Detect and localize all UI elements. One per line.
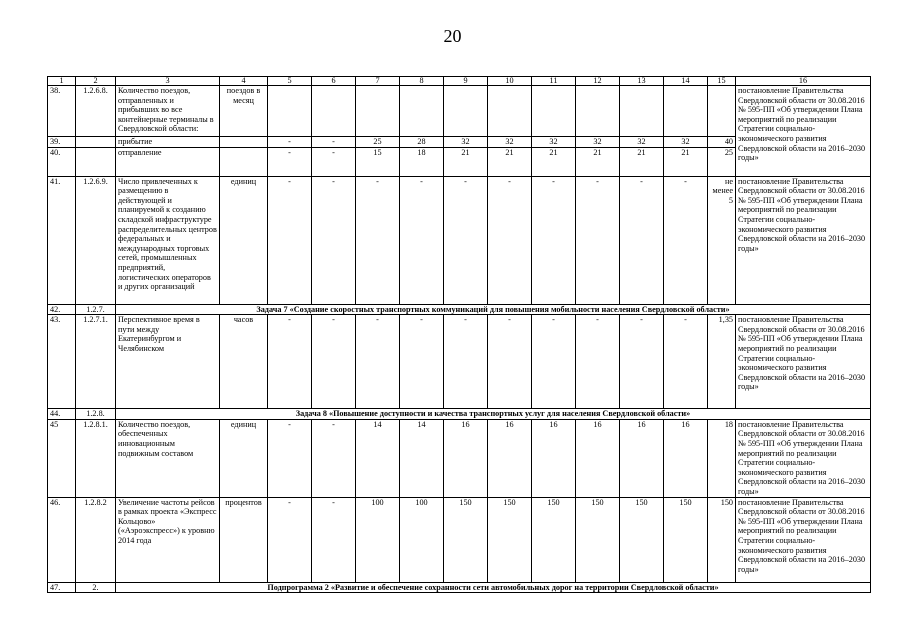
- value-cell: -: [312, 419, 356, 497]
- value-cell: 16: [488, 419, 532, 497]
- page-number: 20: [443, 26, 462, 46]
- header-cell: 16: [736, 77, 871, 86]
- value-cell: [620, 86, 664, 137]
- indicator-unit: единиц: [220, 176, 268, 304]
- header-cell: 7: [356, 77, 400, 86]
- value-cell: -: [532, 315, 576, 409]
- header-cell: 10: [488, 77, 532, 86]
- indicator-name: Число привлеченных к размещению в действующей и планируемой к созданию складской инфраструктуре распределительных центров федеральных и международных торговых сетей, промышленных предприятий, логистических операторов и других организаций: [116, 176, 220, 304]
- value-cell: -: [268, 137, 312, 148]
- table-section-row: [48, 304, 871, 315]
- indicator-unit: поездов в месяц: [220, 86, 268, 137]
- row-number: 45: [48, 419, 76, 497]
- value-cell: 14: [356, 419, 400, 497]
- header-cell: 8: [400, 77, 444, 86]
- value-cell: 150: [488, 497, 532, 582]
- table-row: [48, 497, 871, 582]
- value-cell: 150: [708, 497, 736, 582]
- value-cell: -: [312, 176, 356, 304]
- indicator-unit: единиц: [220, 419, 268, 497]
- value-cell: 25: [708, 147, 736, 176]
- value-cell: [312, 86, 356, 137]
- row-code: 1.2.8.1.: [76, 419, 116, 497]
- section-title: Подпрограмма 2 «Развитие и обеспечение сохранности сети автомобильных дорог на территории Свердловской области»: [116, 582, 871, 593]
- table-row: [48, 86, 871, 137]
- source-cell: постановление Правительства Свердловской области от 30.08.2016 № 595-ПП «Об утверждении Плана мероприятий по реализации Стратегии социально-экономического развития Свердловской области на 2016–2030 годы»: [736, 86, 871, 177]
- value-cell: -: [620, 176, 664, 304]
- row-code: 1.2.8.2: [76, 497, 116, 582]
- value-cell: 150: [664, 497, 708, 582]
- table-section-row: [48, 409, 871, 420]
- value-cell: -: [268, 497, 312, 582]
- value-cell: -: [268, 419, 312, 497]
- value-cell: -: [268, 176, 312, 304]
- table-section-row: [48, 582, 871, 593]
- section-title: Задача 8 «Повышение доступности и качества транспортных услуг для населения Свердловской области»: [116, 409, 871, 420]
- value-cell: [576, 86, 620, 137]
- value-cell: 14: [400, 419, 444, 497]
- value-cell: -: [444, 315, 488, 409]
- value-cell: -: [444, 176, 488, 304]
- source-cell: постановление Правительства Свердловской области от 30.08.2016 № 595-ПП «Об утверждении Плана мероприятий по реализации Стратегии социально-экономического развития Свердловской области на 2016–2030 годы»: [736, 419, 871, 497]
- row-code: [76, 147, 116, 176]
- value-cell: 16: [576, 419, 620, 497]
- value-cell: 150: [576, 497, 620, 582]
- header-cell: 13: [620, 77, 664, 86]
- row-code: 1.2.8.: [76, 409, 116, 420]
- value-cell: 18: [708, 419, 736, 497]
- value-cell: 40: [708, 137, 736, 148]
- value-cell: 21: [488, 147, 532, 176]
- value-cell: 28: [400, 137, 444, 148]
- indicator-name: отправление: [116, 147, 220, 176]
- value-cell: 21: [532, 147, 576, 176]
- indicator-unit: процентов: [220, 497, 268, 582]
- value-cell: [664, 86, 708, 137]
- header-cell: 3: [116, 77, 220, 86]
- value-cell: 32: [488, 137, 532, 148]
- value-cell: -: [576, 315, 620, 409]
- table-row: [48, 176, 871, 304]
- row-code: 2.: [76, 582, 116, 593]
- header-cell: 2: [76, 77, 116, 86]
- row-number: 47.: [48, 582, 76, 593]
- value-cell: -: [356, 315, 400, 409]
- row-code: 1.2.7.: [76, 304, 116, 315]
- header-cell: 5: [268, 77, 312, 86]
- row-code: [76, 137, 116, 148]
- value-cell: не менее 5: [708, 176, 736, 304]
- value-cell: -: [268, 315, 312, 409]
- value-cell: 100: [400, 497, 444, 582]
- indicator-name: Перспективное время в пути между Екатеринбургом и Челябинском: [116, 315, 220, 409]
- table-header-row: [48, 77, 871, 86]
- row-number: 40.: [48, 147, 76, 176]
- value-cell: -: [312, 137, 356, 148]
- header-cell: 4: [220, 77, 268, 86]
- value-cell: -: [312, 497, 356, 582]
- value-cell: 100: [356, 497, 400, 582]
- indicator-name: Увеличение частоты рейсов в рамках проекта «Экспресс Кольцово» («Аэроэкспресс») к уровню 2014 года: [116, 497, 220, 582]
- value-cell: [268, 86, 312, 137]
- value-cell: 150: [444, 497, 488, 582]
- value-cell: [444, 86, 488, 137]
- value-cell: -: [268, 147, 312, 176]
- indicator-name: Количество поездов, обеспеченных инновационным подвижным составом: [116, 419, 220, 497]
- value-cell: 21: [620, 147, 664, 176]
- value-cell: 150: [620, 497, 664, 582]
- value-cell: -: [576, 176, 620, 304]
- value-cell: -: [488, 315, 532, 409]
- value-cell: 32: [576, 137, 620, 148]
- indicator-unit: часов: [220, 315, 268, 409]
- value-cell: -: [312, 315, 356, 409]
- value-cell: 21: [664, 147, 708, 176]
- section-title: Задача 7 «Создание скоростных транспортных коммуникаций для повышения мобильности населения Свердловской области»: [116, 304, 871, 315]
- row-number: 41.: [48, 176, 76, 304]
- value-cell: 16: [532, 419, 576, 497]
- indicators-table: [47, 76, 871, 593]
- value-cell: -: [532, 176, 576, 304]
- source-cell: постановление Правительства Свердловской области от 30.08.2016 № 595-ПП «Об утверждении Плана мероприятий по реализации Стратегии социально-экономического развития Свердловской области на 2016–2030 годы»: [736, 176, 871, 304]
- value-cell: -: [620, 315, 664, 409]
- value-cell: 18: [400, 147, 444, 176]
- row-code: 1.2.7.1.: [76, 315, 116, 409]
- value-cell: -: [356, 176, 400, 304]
- value-cell: [400, 86, 444, 137]
- header-cell: 14: [664, 77, 708, 86]
- header-cell: 15: [708, 77, 736, 86]
- indicator-unit: [220, 147, 268, 176]
- header-cell: 6: [312, 77, 356, 86]
- value-cell: -: [664, 176, 708, 304]
- value-cell: 32: [620, 137, 664, 148]
- row-code: 1.2.6.9.: [76, 176, 116, 304]
- value-cell: 15: [356, 147, 400, 176]
- table-row: [48, 315, 871, 409]
- value-cell: -: [400, 315, 444, 409]
- value-cell: -: [400, 176, 444, 304]
- indicator-name: Количество поездов, отправленных и прибывших во все контейнерные терминалы в Свердловской области:: [116, 86, 220, 137]
- indicator-name: прибытие: [116, 137, 220, 148]
- value-cell: 16: [620, 419, 664, 497]
- value-cell: 25: [356, 137, 400, 148]
- value-cell: -: [312, 147, 356, 176]
- value-cell: [488, 86, 532, 137]
- header-cell: 9: [444, 77, 488, 86]
- value-cell: 21: [444, 147, 488, 176]
- row-number: 39.: [48, 137, 76, 148]
- row-number: 44.: [48, 409, 76, 420]
- indicator-unit: [220, 137, 268, 148]
- value-cell: [532, 86, 576, 137]
- value-cell: [356, 86, 400, 137]
- row-number: 38.: [48, 86, 76, 137]
- row-number: 43.: [48, 315, 76, 409]
- value-cell: -: [664, 315, 708, 409]
- value-cell: 32: [664, 137, 708, 148]
- source-cell: постановление Правительства Свердловской области от 30.08.2016 № 595-ПП «Об утверждении Плана мероприятий по реализации Стратегии социально-экономического развития Свердловской области на 2016–2030 годы»: [736, 315, 871, 409]
- value-cell: 16: [444, 419, 488, 497]
- value-cell: 32: [444, 137, 488, 148]
- row-number: 46.: [48, 497, 76, 582]
- value-cell: -: [488, 176, 532, 304]
- value-cell: 21: [576, 147, 620, 176]
- header-cell: 11: [532, 77, 576, 86]
- header-cell: 1: [48, 77, 76, 86]
- value-cell: 16: [664, 419, 708, 497]
- header-cell: 12: [576, 77, 620, 86]
- row-number: 42.: [48, 304, 76, 315]
- source-cell: постановление Правительства Свердловской области от 30.08.2016 № 595-ПП «Об утверждении Плана мероприятий по реализации Стратегии социально-экономического развития Свердловской области на 2016–2030 годы»: [736, 497, 871, 582]
- row-code: 1.2.6.8.: [76, 86, 116, 137]
- value-cell: [708, 86, 736, 137]
- value-cell: 32: [532, 137, 576, 148]
- value-cell: 150: [532, 497, 576, 582]
- table-row: [48, 419, 871, 497]
- value-cell: 1,35: [708, 315, 736, 409]
